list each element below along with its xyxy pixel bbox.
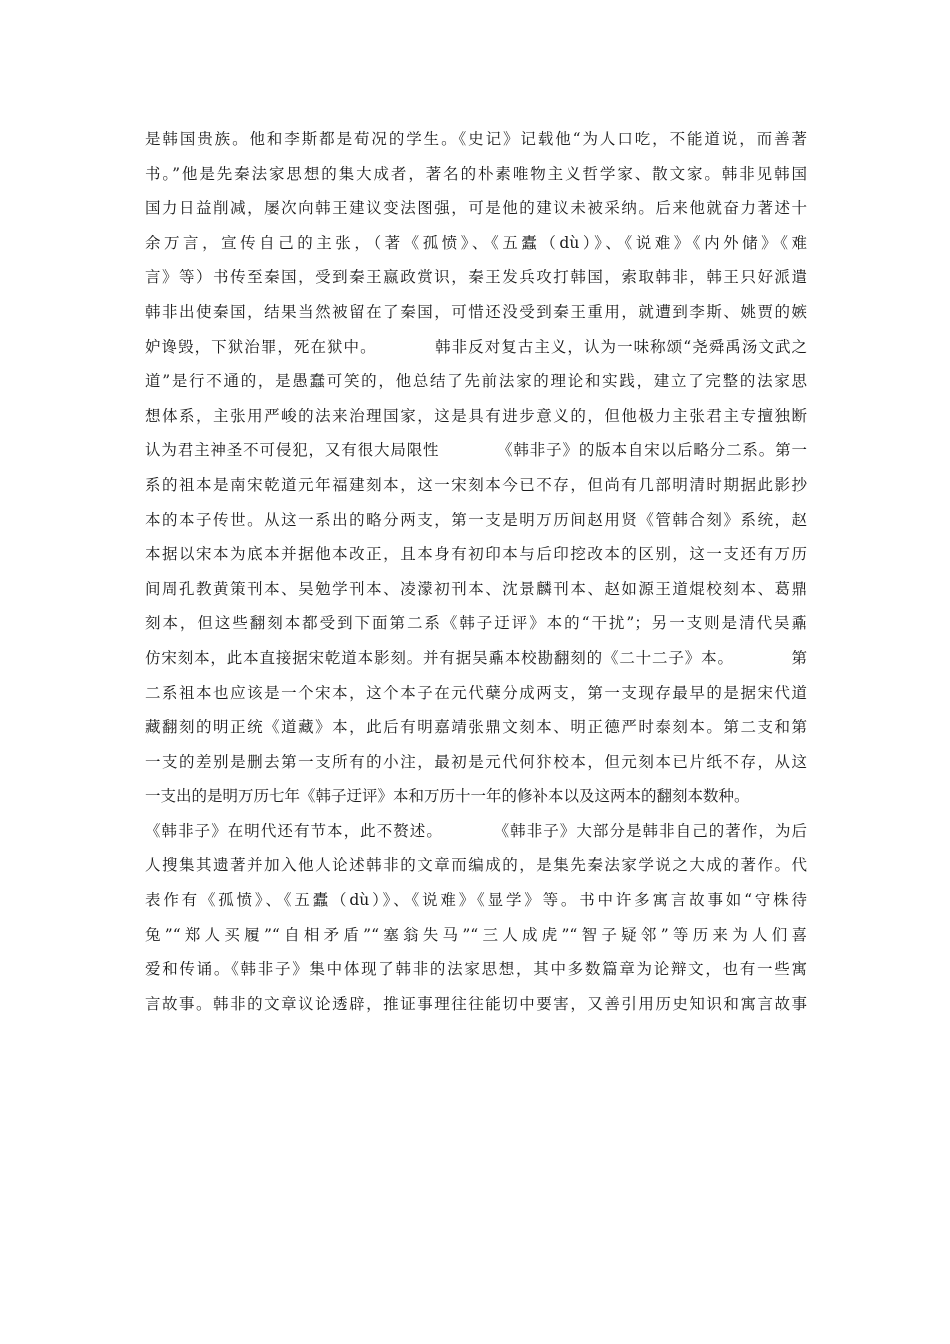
text-line: 刻本，但这些翻刻本都受到下面第二系《韩子迂评》本的“干扰”；另一支则是清代吴鼒: [145, 614, 807, 633]
text-line: 是韩国贵族。他和李斯都是荀况的学生。《史记》记载他“为人口吃，不能道说，而善著: [145, 130, 807, 148]
text-line: 言》等）书传至秦国，受到秦王嬴政赏识，秦王发兵攻打韩国，索取韩非，韩王只好派遣: [145, 268, 807, 287]
text-line: 言故事。韩非的文章议论透辟，推证事理往往能切中要害，又善引用历史知识和寓言故事: [145, 994, 807, 1013]
text-line: 道”是行不通的，是愚蠢可笑的，他总结了先前法家的理论和实践，建立了完整的法家思: [145, 372, 807, 391]
text-line: 本的本子传世。从这一系出的略分两支，第一支是明万历间赵用贤《管韩合刻》系统，赵: [145, 510, 807, 529]
text-line: 仿宋刻本，此本直接据宋乾道本影刻。并有据吴鼒本校勘翻刻的《二十二子》本。 第: [145, 648, 807, 667]
text-line: 二系祖本也应该是一个宋本，这个本子在元代蘖分成两支，第一支现存最早的是据宋代道: [145, 683, 807, 702]
text-line: 人搜集其遗著并加入他人论述韩非的文章而编成的，是集先秦法家学说之大成的著作。代: [145, 856, 807, 875]
text-line: 一支的差别是删去第一支所有的小注，最初是元代何犿校本，但元刻本已片纸不存，从这: [145, 752, 807, 771]
text-line: 间周孔教黄策刊本、吴勉学刊本、凌濛初刊本、沈景麟刊本、赵如源王道焜校刻本、葛鼎: [145, 579, 807, 598]
text-line: 系的祖本是南宋乾道元年福建刻本，这一宋刻本今已不存，但尚有几部明清时期据此影抄: [145, 475, 807, 494]
text-line: 本据以宋本为底本并据他本改正，且本身有初印本与后印挖改本的区别，这一支还有万历: [145, 545, 807, 564]
text-line: 《韩非子》在明代还有节本，此不赘述。 《韩非子》大部分是韩非自己的著作，为后: [145, 821, 807, 840]
text-line: 一支出的是明万历七年《韩子迂评》本和万历十一年的修补本以及这两本的翻刻本数种。: [145, 787, 750, 806]
text-line: 国力日益削减，屡次向韩王建议变法图强，可是他的建议未被采纳。后来他就奋力著述十: [145, 199, 807, 218]
body-text: [145, 122, 807, 1021]
text-line: 兔”“郑人买履”“自相矛盾”“塞翁失马”“三人成虎”“智子疑邻”等历来为人们喜: [145, 925, 807, 944]
text-line: 妒谗毁，下狱治罪，死在狱中。 韩非反对复古主义，认为一味称颂“尧舜禹汤文武之: [145, 337, 807, 356]
text-line: 余万言，宣传自己的主张，（著《孤愤》、《五蠹（dù）》、《说难》《内外储》《难: [145, 233, 807, 252]
text-line: 爱和传诵。《韩非子》集中体现了韩非的法家思想，其中多数篇章为论辩文，也有一些寓: [145, 960, 807, 979]
text-line: 认为君主神圣不可侵犯，又有很大局限性 《韩非子》的版本自宋以后略分二系。第一: [145, 441, 807, 460]
text-line: 韩非出使秦国，结果当然被留在了秦国，可惜还没受到秦王重用，就遭到李斯、姚贾的嫉: [145, 302, 807, 321]
text-line: 表作有《孤愤》、《五蠹（dù）》、《说难》《显学》等。书中许多寓言故事如“守株待: [145, 891, 807, 910]
text-line: 藏翻刻的明正统《道藏》本，此后有明嘉靖张鼎文刻本、明正德严时泰刻本。第二支和第: [145, 718, 807, 737]
text-line: 书。”他是先秦法家思想的集大成者，著名的朴素唯物主义哲学家、散文家。韩非见韩国: [145, 164, 807, 183]
text-line: 想体系，主张用严峻的法来治理国家，这是具有进步意义的，但他极力主张君主专擅独断: [145, 406, 807, 425]
